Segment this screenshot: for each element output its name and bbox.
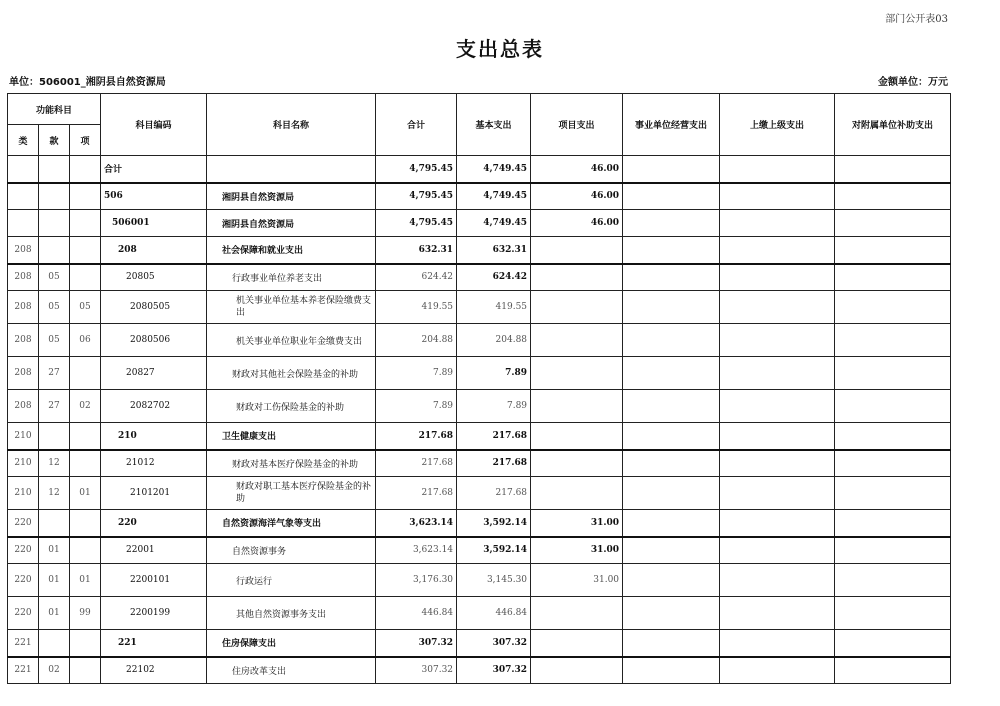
- cell-upper: [720, 564, 835, 597]
- cell-project: [531, 477, 623, 510]
- cell-name: 财政对职工基本医疗保险基金的补助: [207, 477, 376, 510]
- cell-xiang: [70, 264, 101, 291]
- cell-lei: 210: [8, 423, 39, 450]
- cell-project: [531, 357, 623, 390]
- cell-basic: 204.88: [457, 324, 531, 357]
- cell-kuan: 12: [39, 450, 70, 477]
- header-total: 合计: [376, 94, 457, 156]
- table-row: [8, 537, 951, 564]
- cell-total: 307.32: [376, 657, 457, 684]
- cell-upper: [720, 183, 835, 210]
- cell-upper: [720, 537, 835, 564]
- cell-upper: [720, 264, 835, 291]
- cell-name: 住房改革支出: [207, 657, 376, 684]
- cell-code: 221: [101, 630, 207, 657]
- cell-subsidy: [835, 477, 951, 510]
- cell-upper: [720, 597, 835, 630]
- cell-name: 行政运行: [207, 564, 376, 597]
- cell-lei: 220: [8, 597, 39, 630]
- cell-basic: 217.68: [457, 423, 531, 450]
- cell-name: 财政对基本医疗保险基金的补助: [207, 450, 376, 477]
- header-code: 科目编码: [101, 94, 207, 156]
- cell-code: 2101201: [101, 477, 207, 510]
- cell-name: 湘阴县自然资源局: [207, 183, 376, 210]
- cell-project: 31.00: [531, 564, 623, 597]
- cell-basic: 4,749.45: [457, 156, 531, 183]
- cell-business: [623, 477, 720, 510]
- cell-name: 机关事业单位基本养老保险缴费支出: [207, 291, 376, 324]
- cell-xiang: [70, 510, 101, 537]
- expenditure-table: [7, 93, 951, 684]
- cell-upper: [720, 510, 835, 537]
- cell-basic: 3,592.14: [457, 510, 531, 537]
- cell-business: [623, 210, 720, 237]
- cell-kuan: [39, 183, 70, 210]
- cell-code: 210: [101, 423, 207, 450]
- cell-basic: 632.31: [457, 237, 531, 264]
- cell-project: [531, 597, 623, 630]
- cell-total: 217.68: [376, 477, 457, 510]
- form-number: 部门公开表03: [885, 14, 948, 25]
- cell-project: 31.00: [531, 510, 623, 537]
- cell-subsidy: [835, 597, 951, 630]
- cell-total: 3,176.30: [376, 564, 457, 597]
- cell-lei: 220: [8, 537, 39, 564]
- cell-xiang: [70, 210, 101, 237]
- table-row: [8, 510, 951, 537]
- table-row: [8, 210, 951, 237]
- unit-label: 单位：506001_湘阴县自然资源局: [9, 77, 166, 88]
- cell-business: [623, 564, 720, 597]
- header-name: 科目名称: [207, 94, 376, 156]
- cell-kuan: [39, 423, 70, 450]
- cell-lei: 208: [8, 357, 39, 390]
- table-row: [8, 156, 951, 183]
- cell-subsidy: [835, 537, 951, 564]
- cell-kuan: [39, 510, 70, 537]
- cell-total: 3,623.14: [376, 537, 457, 564]
- cell-total: 307.32: [376, 630, 457, 657]
- cell-business: [623, 183, 720, 210]
- cell-business: [623, 657, 720, 684]
- cell-code: 20827: [101, 357, 207, 390]
- cell-project: 46.00: [531, 210, 623, 237]
- cell-xiang: [70, 450, 101, 477]
- header-kuan: 款: [39, 125, 70, 156]
- cell-basic: 217.68: [457, 477, 531, 510]
- cell-total: 204.88: [376, 324, 457, 357]
- table-row: [8, 291, 951, 324]
- cell-xiang: [70, 156, 101, 183]
- cell-project: [531, 450, 623, 477]
- cell-code: 22001: [101, 537, 207, 564]
- cell-basic: 307.32: [457, 630, 531, 657]
- cell-upper: [720, 630, 835, 657]
- cell-total: 3,623.14: [376, 510, 457, 537]
- cell-kuan: 01: [39, 537, 70, 564]
- cell-project: [531, 390, 623, 423]
- cell-basic: 4,749.45: [457, 210, 531, 237]
- cell-basic: 419.55: [457, 291, 531, 324]
- cell-total: 217.68: [376, 450, 457, 477]
- cell-project: [531, 324, 623, 357]
- cell-kuan: 02: [39, 657, 70, 684]
- cell-kuan: 05: [39, 324, 70, 357]
- cell-subsidy: [835, 291, 951, 324]
- cell-lei: 208: [8, 291, 39, 324]
- cell-xiang: [70, 657, 101, 684]
- header-upper: 上缴上级支出: [720, 94, 835, 156]
- cell-subsidy: [835, 657, 951, 684]
- cell-code: 506001: [101, 210, 207, 237]
- header-subsidy: 对附属单位补助支出: [835, 94, 951, 156]
- cell-project: [531, 264, 623, 291]
- cell-lei: 208: [8, 264, 39, 291]
- header-basic: 基本支出: [457, 94, 531, 156]
- cell-xiang: [70, 183, 101, 210]
- cell-xiang: [70, 237, 101, 264]
- cell-basic: 3,145.30: [457, 564, 531, 597]
- cell-upper: [720, 477, 835, 510]
- cell-kuan: [39, 237, 70, 264]
- cell-kuan: 12: [39, 477, 70, 510]
- cell-code: 2082702: [101, 390, 207, 423]
- cell-total: 4,795.45: [376, 210, 457, 237]
- cell-code: 506: [101, 183, 207, 210]
- cell-lei: 208: [8, 390, 39, 423]
- cell-business: [623, 510, 720, 537]
- header-project: 项目支出: [531, 94, 623, 156]
- cell-xiang: 99: [70, 597, 101, 630]
- table-row: [8, 597, 951, 630]
- cell-total: 624.42: [376, 264, 457, 291]
- cell-project: [531, 423, 623, 450]
- cell-basic: 7.89: [457, 390, 531, 423]
- cell-code: 22102: [101, 657, 207, 684]
- cell-kuan: 01: [39, 564, 70, 597]
- cell-basic: 3,592.14: [457, 537, 531, 564]
- cell-total: 4,795.45: [376, 156, 457, 183]
- cell-subsidy: [835, 390, 951, 423]
- cell-business: [623, 237, 720, 264]
- cell-total: 419.55: [376, 291, 457, 324]
- cell-business: [623, 597, 720, 630]
- cell-basic: 446.84: [457, 597, 531, 630]
- table-row: [8, 237, 951, 264]
- cell-business: [623, 291, 720, 324]
- cell-basic: 4,749.45: [457, 183, 531, 210]
- cell-upper: [720, 156, 835, 183]
- cell-basic: 217.68: [457, 450, 531, 477]
- cell-name: 湘阴县自然资源局: [207, 210, 376, 237]
- cell-name: 其他自然资源事务支出: [207, 597, 376, 630]
- cell-basic: 7.89: [457, 357, 531, 390]
- cell-business: [623, 264, 720, 291]
- cell-lei: [8, 183, 39, 210]
- cell-code: 21012: [101, 450, 207, 477]
- cell-project: 31.00: [531, 537, 623, 564]
- cell-lei: 208: [8, 324, 39, 357]
- cell-business: [623, 630, 720, 657]
- cell-subsidy: [835, 564, 951, 597]
- cell-business: [623, 324, 720, 357]
- cell-code: 20805: [101, 264, 207, 291]
- cell-upper: [720, 423, 835, 450]
- cell-name: 自然资源事务: [207, 537, 376, 564]
- page-title: 支出总表: [456, 37, 544, 61]
- cell-total: 446.84: [376, 597, 457, 630]
- table-row: [8, 183, 951, 210]
- cell-lei: 210: [8, 477, 39, 510]
- cell-project: 46.00: [531, 156, 623, 183]
- cell-kuan: [39, 630, 70, 657]
- cell-subsidy: [835, 183, 951, 210]
- cell-subsidy: [835, 357, 951, 390]
- cell-code: 2080505: [101, 291, 207, 324]
- cell-xiang: [70, 423, 101, 450]
- cell-kuan: [39, 156, 70, 183]
- cell-project: [531, 630, 623, 657]
- cell-code: 2200199: [101, 597, 207, 630]
- cell-business: [623, 357, 720, 390]
- cell-project: [531, 657, 623, 684]
- cell-xiang: 06: [70, 324, 101, 357]
- cell-lei: [8, 156, 39, 183]
- table-row: [8, 357, 951, 390]
- cell-total: 7.89: [376, 390, 457, 423]
- cell-basic: 307.32: [457, 657, 531, 684]
- cell-name: 卫生健康支出: [207, 423, 376, 450]
- cell-lei: 220: [8, 510, 39, 537]
- table-body: [8, 156, 951, 684]
- cell-name: 机关事业单位职业年金缴费支出: [207, 324, 376, 357]
- cell-business: [623, 423, 720, 450]
- cell-kuan: 27: [39, 357, 70, 390]
- cell-project: 46.00: [531, 183, 623, 210]
- cell-upper: [720, 324, 835, 357]
- cell-code: 2200101: [101, 564, 207, 597]
- cell-upper: [720, 210, 835, 237]
- header-lei: 类: [8, 125, 39, 156]
- cell-business: [623, 390, 720, 423]
- cell-upper: [720, 390, 835, 423]
- cell-lei: 220: [8, 564, 39, 597]
- cell-xiang: 02: [70, 390, 101, 423]
- cell-code: 208: [101, 237, 207, 264]
- cell-name: 住房保障支出: [207, 630, 376, 657]
- cell-xiang: 05: [70, 291, 101, 324]
- cell-subsidy: [835, 237, 951, 264]
- cell-xiang: 01: [70, 564, 101, 597]
- header-xiang: 项: [70, 125, 101, 156]
- cell-subsidy: [835, 264, 951, 291]
- cell-code: 220: [101, 510, 207, 537]
- cell-name: 财政对其他社会保险基金的补助: [207, 357, 376, 390]
- cell-xiang: [70, 537, 101, 564]
- table-row: [8, 324, 951, 357]
- cell-name: 行政事业单位养老支出: [207, 264, 376, 291]
- cell-lei: 210: [8, 450, 39, 477]
- cell-subsidy: [835, 156, 951, 183]
- cell-subsidy: [835, 324, 951, 357]
- cell-lei: 221: [8, 630, 39, 657]
- table-row: [8, 564, 951, 597]
- table-row: [8, 477, 951, 510]
- header-business: 事业单位经营支出: [623, 94, 720, 156]
- cell-basic: 624.42: [457, 264, 531, 291]
- cell-total: 217.68: [376, 423, 457, 450]
- cell-total: 7.89: [376, 357, 457, 390]
- cell-xiang: [70, 630, 101, 657]
- cell-project: [531, 237, 623, 264]
- cell-subsidy: [835, 510, 951, 537]
- cell-name: 自然资源海洋气象等支出: [207, 510, 376, 537]
- cell-lei: 208: [8, 237, 39, 264]
- cell-upper: [720, 657, 835, 684]
- table-row: [8, 657, 951, 684]
- cell-upper: [720, 450, 835, 477]
- cell-kuan: 05: [39, 264, 70, 291]
- table-row: [8, 264, 951, 291]
- cell-upper: [720, 357, 835, 390]
- table-row: [8, 390, 951, 423]
- cell-business: [623, 450, 720, 477]
- cell-code: 2080506: [101, 324, 207, 357]
- cell-total: 632.31: [376, 237, 457, 264]
- cell-upper: [720, 237, 835, 264]
- cell-subsidy: [835, 630, 951, 657]
- cell-total: 4,795.45: [376, 183, 457, 210]
- cell-subsidy: [835, 450, 951, 477]
- cell-kuan: 27: [39, 390, 70, 423]
- cell-lei: [8, 210, 39, 237]
- cell-business: [623, 156, 720, 183]
- cell-xiang: [70, 357, 101, 390]
- cell-business: [623, 537, 720, 564]
- cell-kuan: 01: [39, 597, 70, 630]
- cell-name: 社会保障和就业支出: [207, 237, 376, 264]
- cell-project: [531, 291, 623, 324]
- cell-name: [207, 156, 376, 183]
- cell-upper: [720, 291, 835, 324]
- cell-xiang: 01: [70, 477, 101, 510]
- cell-subsidy: [835, 423, 951, 450]
- amount-unit-label: 金额单位：万元: [878, 77, 948, 88]
- cell-subsidy: [835, 210, 951, 237]
- header-function-subject: 功能科目: [8, 94, 101, 125]
- table-row: [8, 630, 951, 657]
- table-row: [8, 423, 951, 450]
- cell-lei: 221: [8, 657, 39, 684]
- cell-kuan: [39, 210, 70, 237]
- cell-kuan: 05: [39, 291, 70, 324]
- cell-code: 合计: [101, 156, 207, 183]
- table-row: [8, 450, 951, 477]
- cell-name: 财政对工伤保险基金的补助: [207, 390, 376, 423]
